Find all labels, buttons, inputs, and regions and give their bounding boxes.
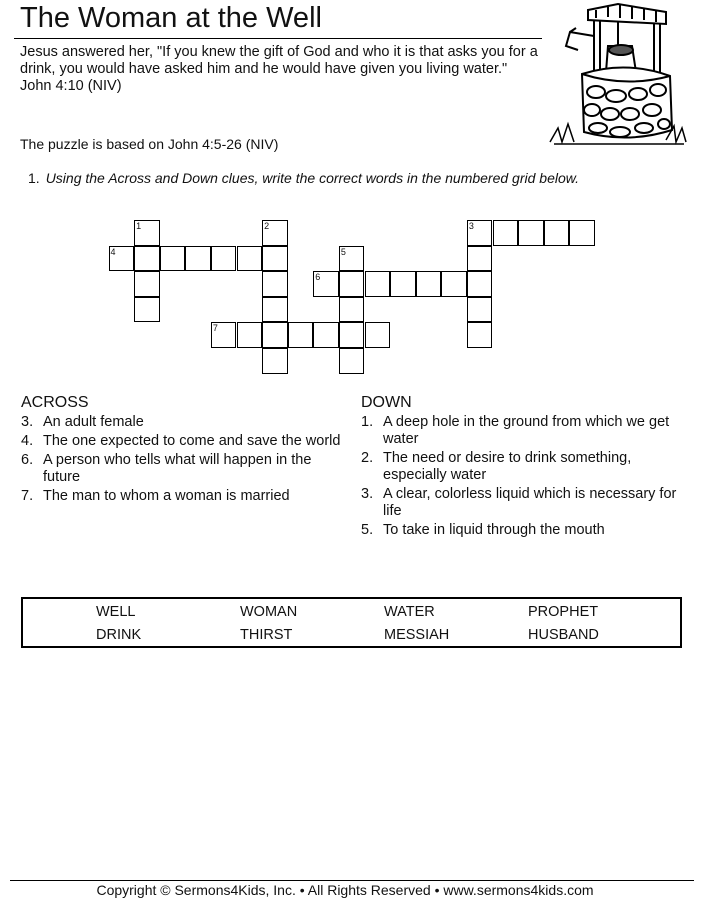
- grid-cell: [493, 220, 519, 246]
- scripture-quote: Jesus answered her, "If you knew the gift of God and who it is that asks you for a drink, you would have asked him and he would have given you living water." John 4:10 (NIV): [20, 44, 538, 94]
- clue-item: [361, 450, 691, 484]
- cell-number: 2: [264, 221, 270, 231]
- grid-cell: [467, 271, 493, 297]
- grid-cell: [365, 322, 391, 348]
- grid-cell: [518, 220, 544, 246]
- grid-cell: [160, 246, 186, 272]
- grid-cell: [262, 322, 288, 348]
- grid-cell: [339, 322, 365, 348]
- grid-cell: [262, 348, 288, 374]
- page-title: The Woman at the Well: [20, 2, 322, 34]
- grid-cell: [339, 348, 365, 374]
- grid-cell: [134, 246, 160, 272]
- bank-word: PROPHET: [528, 604, 599, 620]
- bank-word: DRINK: [96, 627, 142, 643]
- word-bank: [21, 597, 682, 648]
- grid-cell: [262, 220, 288, 246]
- grid-cell: [467, 246, 493, 272]
- grid-cell: [339, 271, 365, 297]
- clue-text: The need or desire to drink something, especially water: [383, 450, 632, 483]
- clue-number: 6.: [21, 452, 34, 468]
- grid-cell: [109, 246, 135, 272]
- cell-number: 3: [468, 221, 474, 231]
- instruction: [28, 170, 579, 186]
- clue-number: 1.: [361, 414, 374, 430]
- cell-number: 4: [110, 246, 116, 257]
- clue-text: A person who tells what will happen in the future: [43, 452, 312, 485]
- grid-cell: [134, 297, 160, 323]
- bank-word: WOMAN: [240, 604, 298, 620]
- bank-word: WELL: [96, 604, 136, 620]
- bank-word: MESSIAH: [384, 627, 450, 643]
- clue-text: A clear, colorless liquid which is necessary for life: [383, 486, 677, 519]
- grid-cell: [416, 271, 442, 297]
- grid-cell: [441, 271, 467, 297]
- grid-cell: [467, 297, 493, 323]
- copyright-footer: Copyright © Sermons4Kids, Inc. • All Rights Reserved • www.sermons4kids.com: [96, 882, 594, 898]
- grid-cell: [339, 297, 365, 323]
- instruction-text: Using the Across and Down clues, write the correct words in the numbered grid below.: [45, 170, 579, 186]
- across-heading: ACROSS: [21, 394, 89, 411]
- clue-item: [21, 433, 341, 450]
- well-illustration: [548, 2, 688, 152]
- cell-number: 1: [136, 221, 142, 231]
- clue-number: 4.: [21, 433, 34, 449]
- grid-cell: [211, 322, 237, 348]
- cell-number: 7: [212, 323, 218, 334]
- clue-text: An adult female: [43, 414, 144, 430]
- grid-cell: [313, 271, 339, 297]
- clue-number: 3.: [361, 486, 374, 502]
- grid-cell: [365, 271, 391, 297]
- grid-cell: [288, 322, 314, 348]
- cell-number: 5: [340, 246, 346, 257]
- grid-cell: [544, 220, 570, 246]
- grid-cell: [262, 297, 288, 323]
- puzzle-basis: The puzzle is based on John 4:5-26 (NIV): [20, 136, 279, 152]
- clue-text: The one expected to come and save the world: [43, 433, 341, 449]
- clue-text: The man to whom a woman is married: [43, 488, 290, 504]
- grid-cell: [211, 246, 237, 272]
- clue-text: A deep hole in the ground from which we get water: [383, 414, 670, 447]
- footer-divider: [10, 880, 694, 881]
- clue-item: [21, 452, 341, 486]
- instruction-number: 1.: [28, 170, 40, 186]
- clue-text: To take in liquid through the mouth: [383, 522, 605, 538]
- clue-item: [21, 488, 341, 505]
- grid-cell: [467, 220, 493, 246]
- across-clues: [21, 394, 341, 507]
- grid-cell: [134, 271, 160, 297]
- clue-item: [21, 414, 341, 431]
- grid-cell: [237, 322, 263, 348]
- down-clues: [361, 394, 691, 541]
- clue-item: [361, 414, 691, 448]
- bank-word: HUSBAND: [528, 627, 599, 643]
- clue-item: [361, 522, 691, 539]
- title-divider: [14, 38, 542, 39]
- grid-cell: [262, 271, 288, 297]
- grid-cell: [467, 322, 493, 348]
- cell-number: 6: [315, 272, 321, 283]
- clue-number: 7.: [21, 488, 34, 504]
- grid-cell: [134, 220, 160, 246]
- down-heading: DOWN: [361, 394, 412, 411]
- bank-word: THIRST: [240, 627, 293, 643]
- clue-item: [361, 486, 691, 520]
- grid-cell: [339, 246, 365, 272]
- grid-cell: [390, 271, 416, 297]
- clue-number: 2.: [361, 450, 374, 466]
- grid-cell: [313, 322, 339, 348]
- grid-cell: [185, 246, 211, 272]
- grid-cell: [262, 246, 288, 272]
- bank-word: WATER: [384, 604, 435, 620]
- grid-cell: [569, 220, 595, 246]
- grid-cell: [237, 246, 263, 272]
- clue-number: 3.: [21, 414, 34, 430]
- clue-number: 5.: [361, 522, 374, 538]
